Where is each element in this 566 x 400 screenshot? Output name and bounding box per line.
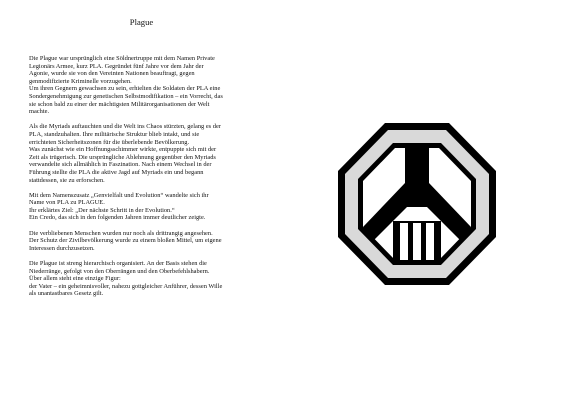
plague-octagon-emblem-icon — [338, 123, 496, 285]
emblem-bar-gap — [408, 223, 413, 260]
emblem-bar — [426, 223, 434, 260]
text-line: Die verbliebenen Menschen wurden nur noch als drittrangig angesehen. — [29, 229, 213, 237]
paragraph-name-change — [29, 192, 275, 222]
text-line: sie schon bald zu einer der mächtigsten Militärorganisationen der Welt — [29, 100, 210, 108]
page-title: Plague — [129, 17, 154, 27]
text-line: Zeit als trügerisch. Die ursprüngliche Ablehnung gegenüber den Myriads — [29, 153, 216, 161]
text-line: genmodifizierte Kriminelle vorzugehen. — [29, 77, 132, 85]
text-line: PLA, standzuhalten. Ihre militärische Struktur blieb intakt, und sie — [29, 130, 200, 138]
text-line: Was zunächst wie ein Hoffnungsschimmer wirkte, entpuppte sich mit der — [29, 146, 217, 154]
emblem-bar — [413, 223, 421, 260]
body-text — [29, 55, 275, 306]
text-line: Sondergenehmigung zur genetischen Selbstmodifikation – ein Vorrecht, das — [29, 92, 223, 100]
text-line: Die Plague ist streng hierarchisch organisiert. An der Basis stehen die — [29, 260, 207, 268]
text-line: Ein Credo, das sich in den folgenden Jahren immer deutlicher zeigte. — [29, 214, 206, 222]
emblem-bar-gap — [421, 223, 426, 260]
text-line: als unantastbares Gesetz gilt. — [29, 290, 104, 298]
emblem-bar — [400, 223, 408, 260]
text-line: Mit dem Namenszusatz „Genvielfalt und Evolution“ wandelte sich ihr — [29, 191, 209, 199]
text-line: Um ihren Gegnern gewachsen zu sein, erhielten die Soldaten der PLA eine — [29, 85, 221, 93]
text-line: Name von PLA zu PLAGUE. — [29, 199, 105, 207]
text-line: Die Plague war ursprünglich eine Söldnertruppe mit dem Namen Private — [29, 55, 215, 62]
paragraph-hierarchy — [29, 260, 275, 298]
text-line: Der Schutz der Zivilbevölkerung wurde zu einem bloßen Mittel, um eigene — [29, 237, 222, 245]
text-line: Agonie, wurde sie von den Vereinten Nationen beauftragt, gegen — [29, 70, 195, 78]
text-line: Ihr erklärtes Ziel: „Der nächste Schritt in der Evolution.“ — [29, 206, 175, 214]
text-line: der Vater – ein geheimnisvoller, nahezu gottgleicher Anführer, dessen Wille — [29, 282, 223, 290]
text-line: machte. — [29, 108, 50, 116]
paragraph-myriads — [29, 123, 275, 184]
text-line: Interessen durchzusetzen. — [29, 244, 95, 252]
text-line: verwandelte sich allmählich in Faszination. Nach einem Wechsel in der — [29, 161, 212, 169]
text-line: Legionärs Armee, kurz PLA. Gegründet fünf Jahre vor dem Jahr der — [29, 62, 204, 70]
text-line: errichteten Sicherheitszonen für die überlebende Bevölkerung. — [29, 138, 190, 146]
text-line: Als die Myriads auftauchten und die Welt ins Chaos stürzten, gelang es der — [29, 123, 221, 131]
text-line: stattdessen, sie zu erforschen. — [29, 176, 105, 184]
text-line: Niederränge, gefolgt von den Oberrängen und den Oberbefehlshabern. — [29, 267, 210, 275]
paragraph-civilians — [29, 230, 275, 253]
paragraph-origin — [29, 55, 275, 116]
text-line: Über allem steht eine einzige Figur: — [29, 275, 121, 283]
text-line: Führung stellte die PLA die aktive Jagd auf Myriads ein und begann — [29, 168, 204, 176]
